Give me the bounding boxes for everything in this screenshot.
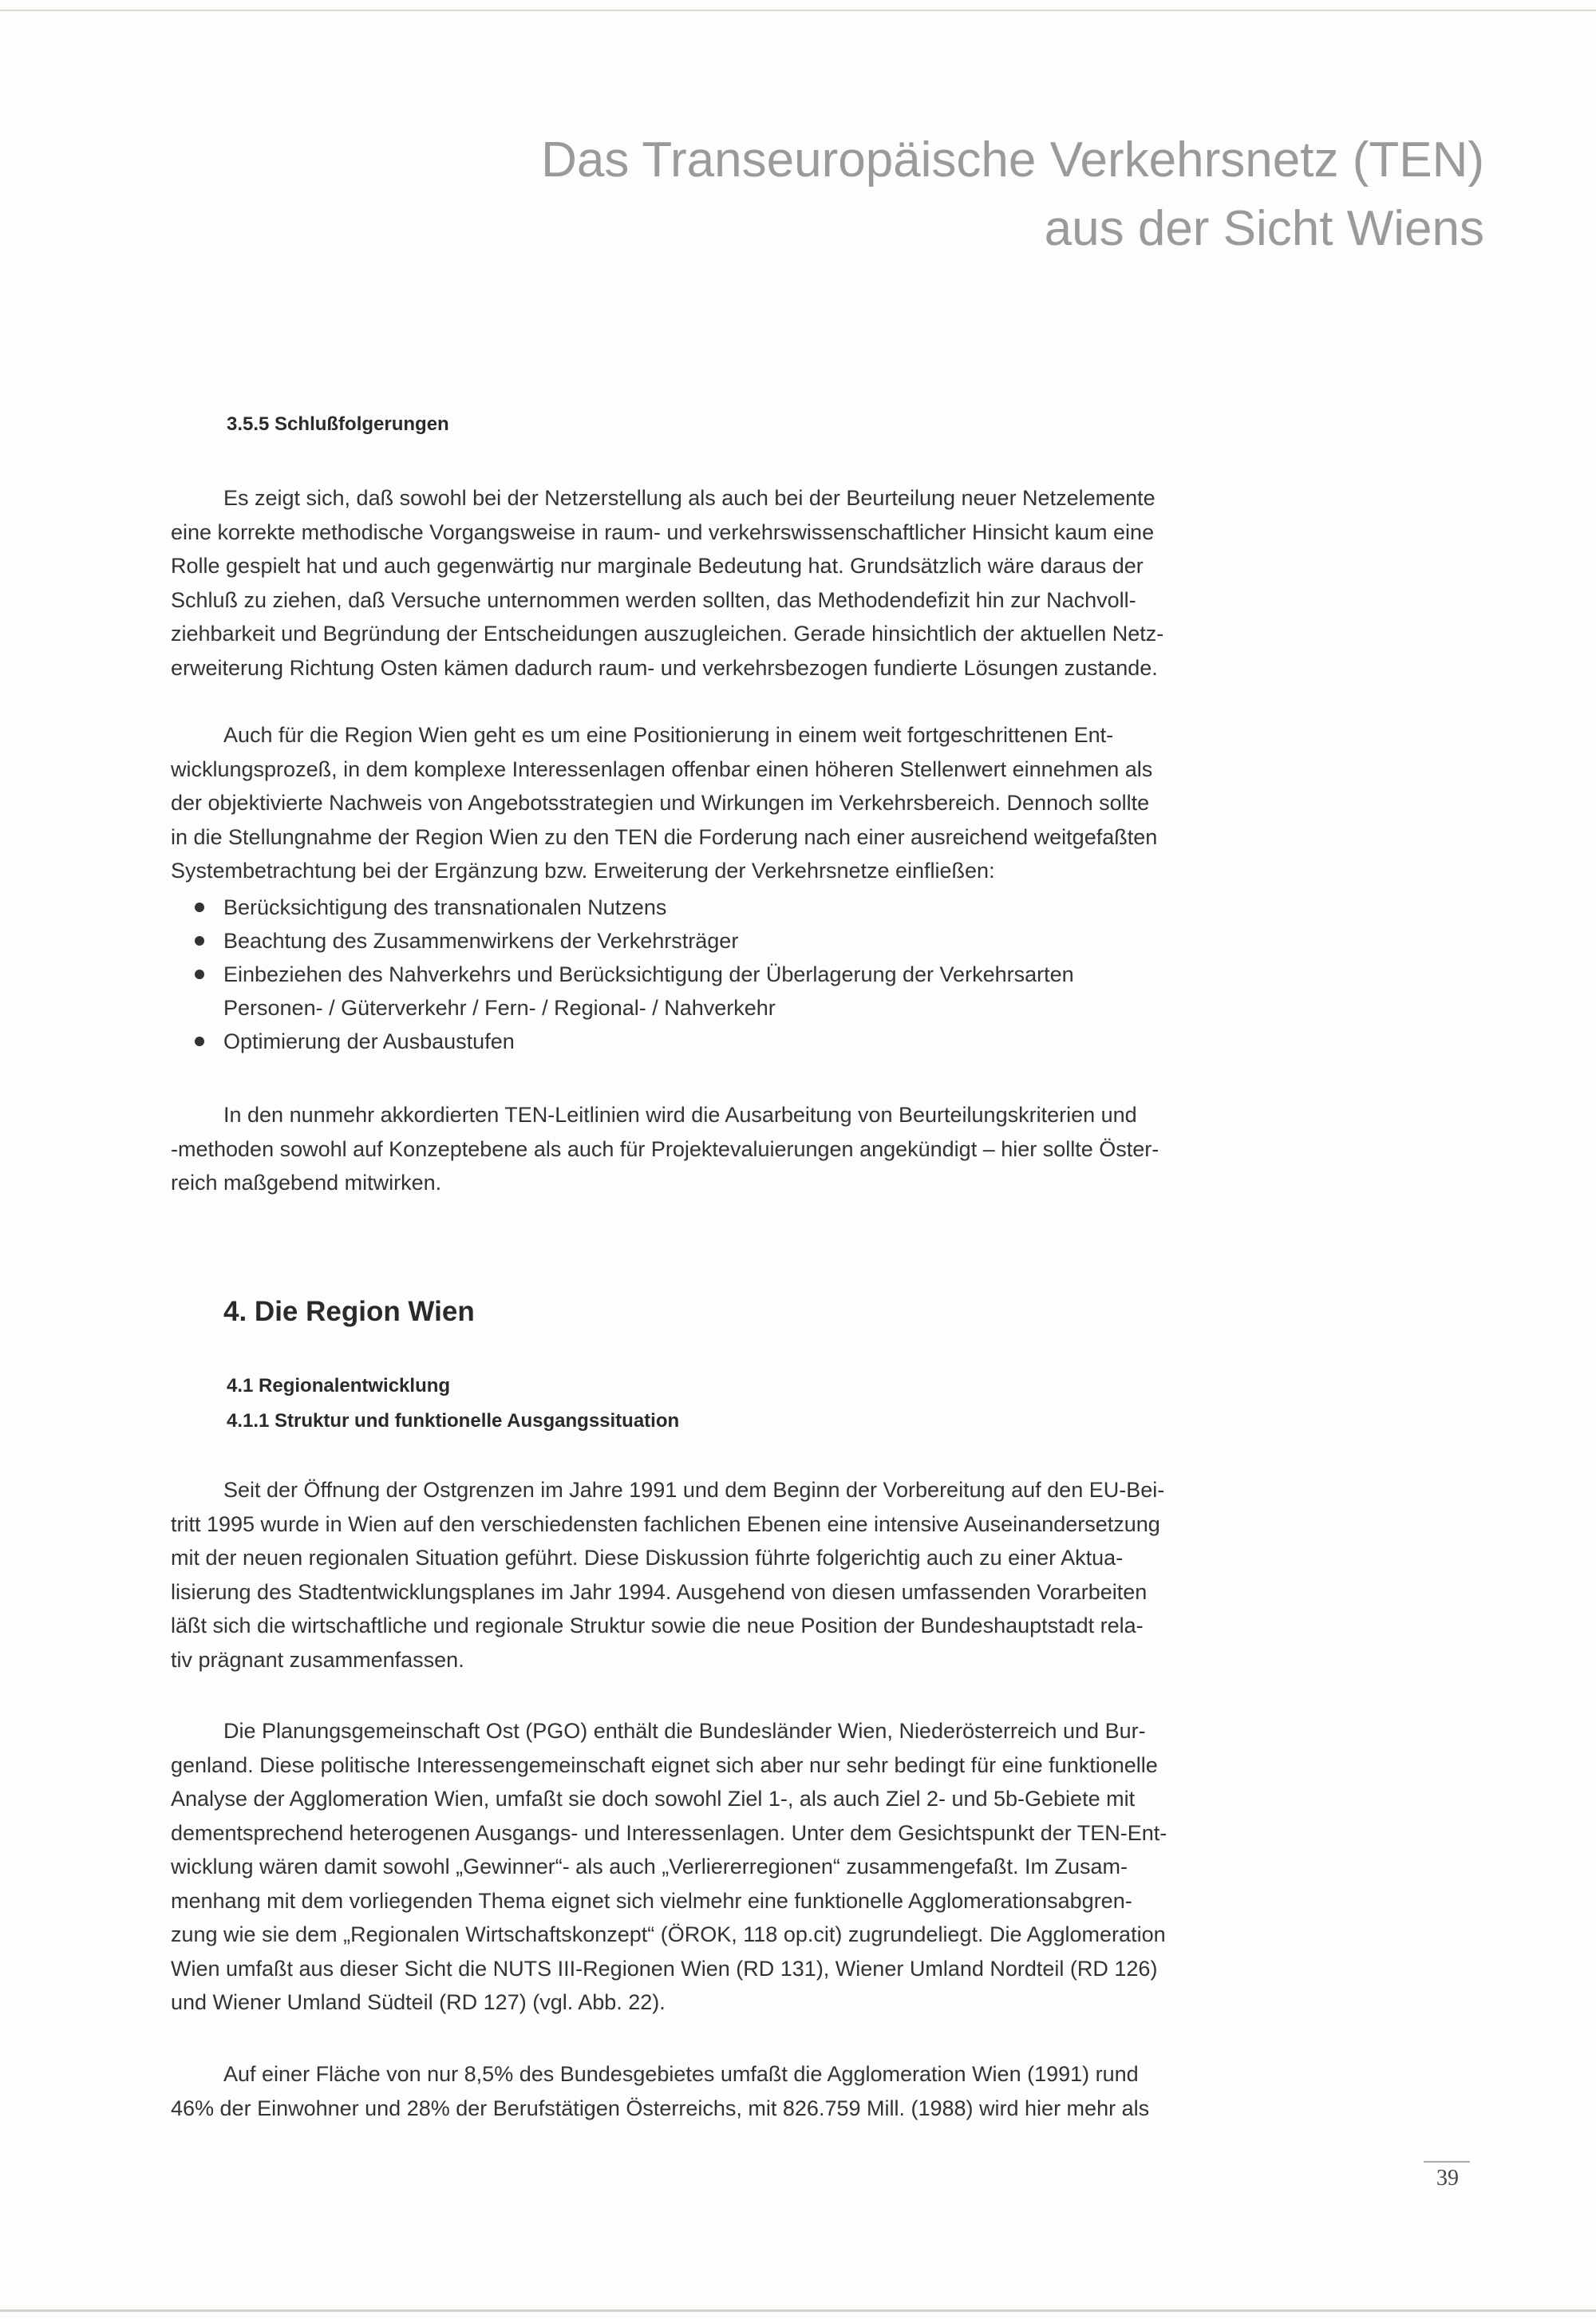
text-line: In den nunmehr akkordierten TEN-Leitlinien wird die Ausarbeitung von Beurteilungskriterien und [223, 1103, 1137, 1127]
text-line: -methoden sowohl auf Konzeptebene als auch für Projektevaluierungen angekündigt – hier sollte Öster- [171, 1136, 1159, 1161]
paragraph-conclusions-2 [171, 718, 1272, 888]
scan-edge-bottom [0, 2309, 1596, 2312]
text-line: in die Stellungnahme der Region Wien zu den TEN die Forderung nach einer ausreichend weitgefaßten [171, 824, 1158, 849]
text-line: Wien umfaßt aus dieser Sicht die NUTS III-Regionen Wien (RD 131), Wiener Umland Nordteil (RD 126) [171, 1956, 1158, 1981]
section-heading-3-5-5: 3.5.5 Schlußfolgerungen [227, 413, 449, 435]
bullet-text-continuation: Personen- / Güterverkehr / Fern- / Regional- / Nahverkehr [223, 996, 776, 1020]
bullet-item [171, 924, 1272, 958]
text-line: 46% der Einwohner und 28% der Berufstätigen Österreichs, mit 826.759 Mill. (1988) wird hier mehr als [171, 2096, 1150, 2120]
text-line: ziehbarkeit und Begründung der Entscheidungen auszugleichen. Gerade hinsichtlich der aktuellen Netz- [171, 622, 1164, 646]
bullet-text: Beachtung des Zusammenwirkens der Verkehrsträger [223, 929, 739, 953]
text-line: Schluß zu ziehen, daß Versuche unternommen werden sollten, das Methodendefizit hin zur Nachvoll- [171, 587, 1136, 612]
chapter-heading-4: 4. Die Region Wien [223, 1296, 475, 1327]
bullet-list [171, 891, 1272, 1058]
text-line: tiv prägnant zusammenfassen. [171, 1647, 464, 1672]
text-line: reich maßgebend mitwirken. [171, 1171, 442, 1195]
text-line: tritt 1995 wurde in Wien auf den verschiedensten fachlichen Ebenen eine intensive Auseinandersetzung [171, 1511, 1160, 1536]
text-line: Systembetrachtung bei der Ergänzung bzw. Erweiterung der Verkehrsnetze einfließen: [171, 859, 995, 883]
paragraph-region-3 [171, 2057, 1272, 2125]
bullet-item [171, 958, 1272, 1025]
section-heading-4-1: 4.1 Regionalentwicklung [227, 1375, 451, 1397]
bullet-dot-icon [195, 970, 204, 979]
bullet-item [171, 891, 1272, 924]
page-number-rule [1424, 2161, 1470, 2163]
text-line: mit der neuen regionalen Situation geführt. Diese Diskussion führte folgerichtig auch zu einer Aktua- [171, 1546, 1124, 1570]
text-line: und Wiener Umland Südteil (RD 127) (vgl. Abb. 22). [171, 1990, 666, 2014]
text-line: erweiterung Richtung Osten kämen dadurch raum- und verkehrsbezogen fundierte Lösungen zustande. [171, 655, 1158, 680]
text-line: Die Planungsgemeinschaft Ost (PGO) enthält die Bundesländer Wien, Niederösterreich und Bur- [223, 1719, 1146, 1743]
text-line: Auf einer Fläche von nur 8,5% des Bundesgebietes umfaßt die Agglomeration Wien (1991) rund [223, 2062, 1139, 2086]
page-number: 39 [1436, 2166, 1459, 2191]
text-line: lisierung des Stadtentwicklungsplanes im Jahr 1994. Ausgehend von diesen umfassenden Vorarbeiten [171, 1579, 1148, 1604]
bullet-text: Optimierung der Ausbaustufen [223, 1029, 515, 1053]
paragraph-region-1 [171, 1473, 1272, 1677]
section-heading-4-1-1: 4.1.1 Struktur und funktionelle Ausgangssituation [227, 1410, 680, 1432]
page-header-title [287, 126, 1484, 263]
bullet-text: Einbeziehen des Nahverkehrs und Berücksichtigung der Überlagerung der Verkehrsarten [223, 962, 1074, 986]
text-line: Rolle gespielt hat und auch gegenwärtig nur marginale Bedeutung hat. Grundsätzlich wäre daraus der [171, 554, 1144, 578]
text-line: genland. Diese politische Interessengemeinschaft eignet sich aber nur sehr bedingt für eine funktionelle [171, 1752, 1158, 1777]
bullet-dot-icon [195, 903, 204, 912]
bullet-dot-icon [195, 1037, 204, 1046]
text-line: menhang mit dem vorliegenden Thema eignet sich vielmehr eine funktionelle Agglomerationsabgren- [171, 1888, 1132, 1913]
header-title-line-1: Das Transeuropäische Verkehrsnetz (TEN) [541, 132, 1484, 188]
bullet-item [171, 1025, 1272, 1058]
text-line: läßt sich die wirtschaftliche und regionale Struktur sowie die neue Position der Bundeshauptstadt rela- [171, 1614, 1144, 1638]
bullet-text: Berücksichtigung des transnationalen Nutzens [223, 895, 667, 919]
text-line: Es zeigt sich, daß sowohl bei der Netzerstellung als auch bei der Beurteilung neuer Netzelemente [223, 486, 1156, 510]
scan-edge-top [0, 10, 1596, 11]
text-line: zung wie sie dem „Regionalen Wirtschaftskonzept“ (ÖROK, 118 op.cit) zugrundeliegt. Die Agglomeration [171, 1922, 1166, 1946]
text-line: wicklungsprozeß, in dem komplexe Interessenlagen offenbar einen höheren Stellenwert einnehmen als [171, 757, 1153, 781]
text-line: Seit der Öffnung der Ostgrenzen im Jahre 1991 und dem Beginn der Vorbereitung auf den EU-Bei- [223, 1478, 1165, 1502]
text-line: Auch für die Region Wien geht es um eine Positionierung in einem weit fortgeschrittenen Ent- [223, 723, 1114, 747]
text-line: eine korrekte methodische Vorgangsweise in raum- und verkehrswissenschaftlicher Hinsicht kaum eine [171, 520, 1155, 544]
header-title-line-2: aus der Sicht Wiens [1044, 201, 1484, 256]
text-line: wicklung wären damit sowohl „Gewinner“- als auch „Verliererregionen“ zusammengefaßt. Im Zusam- [171, 1855, 1128, 1879]
paragraph-region-2 [171, 1714, 1272, 2020]
text-line: der objektivierte Nachweis von Angebotsstrategien und Wirkungen im Verkehrsbereich. Dennoch sollte [171, 791, 1150, 815]
paragraph-conclusions-1 [171, 481, 1272, 685]
text-line: Analyse der Agglomeration Wien, umfaßt sie doch sowohl Ziel 1-, als auch Ziel 2- und 5b-Gebiete mit [171, 1787, 1136, 1811]
bullet-dot-icon [195, 936, 204, 946]
paragraph-conclusions-3 [171, 1098, 1272, 1200]
text-line: dementsprechend heterogenen Ausgangs- und Interessenlagen. Unter dem Gesichtspunkt der TEN-Ent- [171, 1820, 1167, 1845]
